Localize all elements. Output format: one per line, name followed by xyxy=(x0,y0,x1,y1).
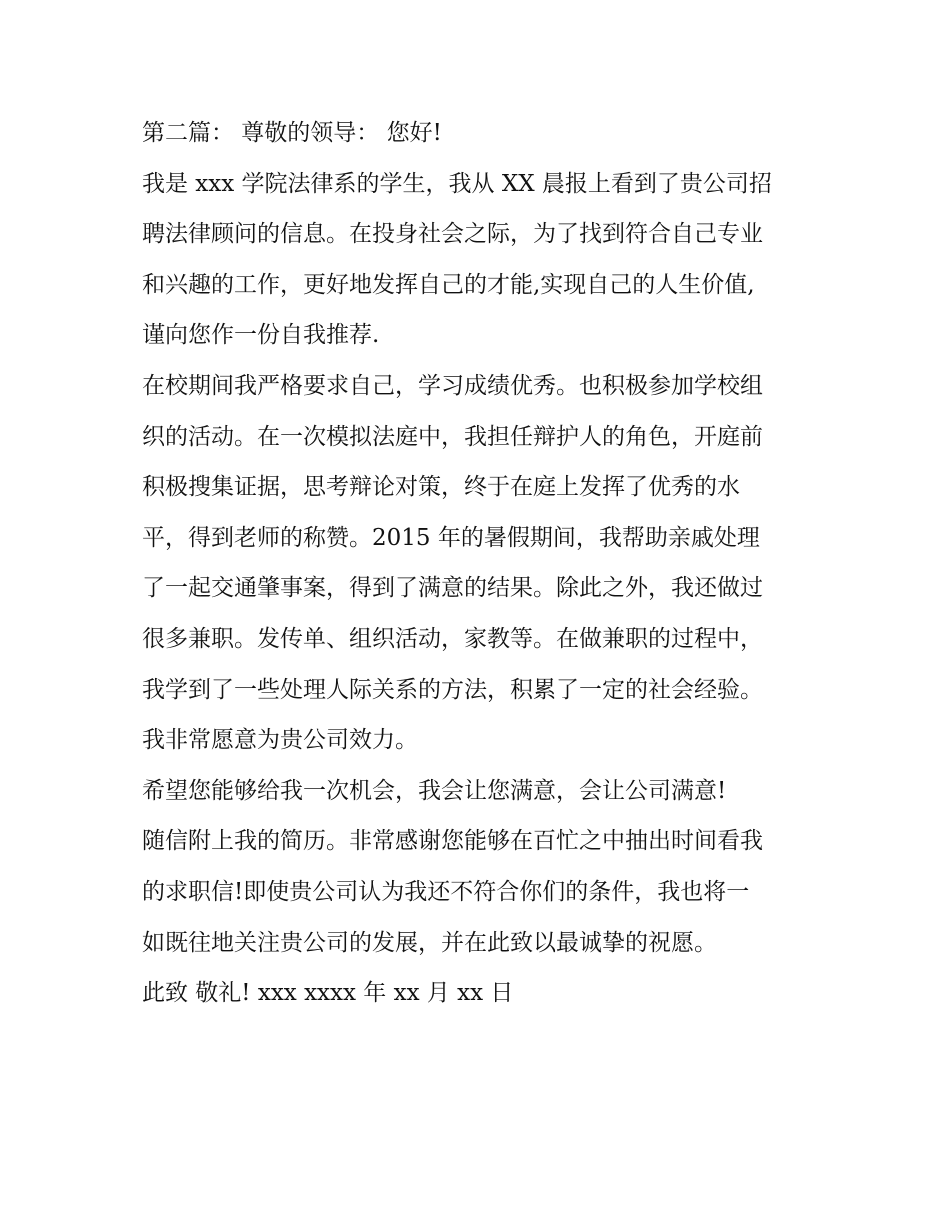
paragraph-line: 和兴趣的工作，更好地发挥自己的才能,实现自己的人生价值, xyxy=(142,271,755,298)
closing-line: 此致 敬礼! xxx xxxx 年 xx 月 xx 日 xyxy=(142,980,514,1007)
paragraph-line: 织的活动。在一次模拟法庭中，我担任辩护人的角色，开庭前 xyxy=(142,423,763,450)
paragraph-line: 的求职信!即使贵公司认为我还不符合你们的条件，我也将一 xyxy=(142,878,750,905)
paragraph-line: 平，得到老师的称赞。2015 年的暑假期间，我帮助亲戚处理 xyxy=(142,524,760,551)
paragraph-line: 希望您能够给我一次机会，我会让您满意，会让公司满意! xyxy=(142,777,727,804)
heading-line: 第二篇： 尊敬的领导： 您好! xyxy=(142,120,442,146)
paragraph-line: 随信附上我的简历。非常感谢您能够在百忙之中抽出时间看我 xyxy=(142,828,763,855)
paragraph-line: 很多兼职。发传单、组织活动，家教等。在做兼职的过程中， xyxy=(142,625,763,652)
paragraph-line: 积极搜集证据，思考辩论对策，终于在庭上发挥了优秀的水 xyxy=(142,474,740,501)
paragraph-line: 在校期间我严格要求自己，学习成绩优秀。也积极参加学校组 xyxy=(142,372,763,399)
paragraph-line: 聘法律顾问的信息。在投身社会之际，为了找到符合自己专业 xyxy=(142,221,763,248)
paragraph-line: 谨向您作一份自我推荐. xyxy=(142,322,380,349)
paragraph-line: 我学到了一些处理人际关系的方法，积累了一定的社会经验。 xyxy=(142,676,763,703)
letter-body xyxy=(142,108,832,1019)
paragraph-line: 我非常愿意为贵公司效力。 xyxy=(142,727,418,754)
paragraph-line: 我是 xxx 学院法律系的学生，我从 XX 晨报上看到了贵公司招 xyxy=(142,170,772,197)
paragraph-line: 如既往地关注贵公司的发展，并在此致以最诚挚的祝愿。 xyxy=(142,929,717,956)
paragraph-line: 了一起交通肇事案，得到了满意的结果。除此之外，我还做过 xyxy=(142,575,763,602)
